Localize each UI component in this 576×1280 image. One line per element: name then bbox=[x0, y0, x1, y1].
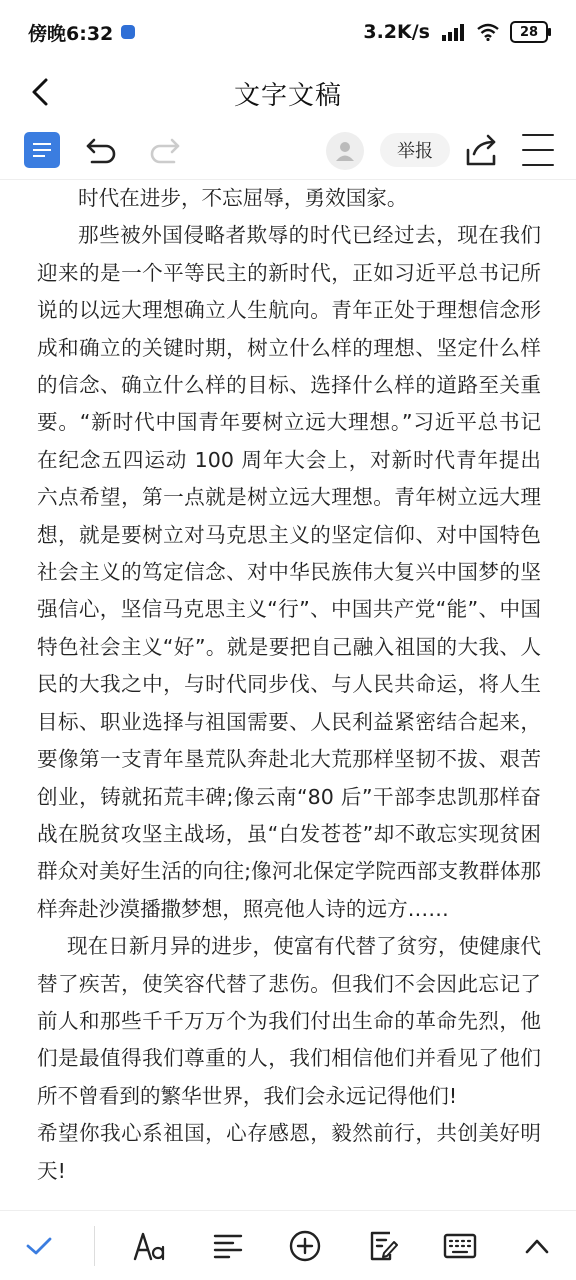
undo-button[interactable] bbox=[84, 132, 122, 170]
chevron-up-icon bbox=[524, 1237, 550, 1255]
report-button[interactable]: 举报 bbox=[380, 133, 450, 167]
done-button[interactable] bbox=[17, 1224, 61, 1268]
redo-icon bbox=[144, 132, 182, 170]
menu-icon[interactable] bbox=[522, 134, 554, 166]
status-left bbox=[28, 19, 135, 46]
status-bar bbox=[0, 0, 576, 64]
keyboard-icon bbox=[443, 1233, 477, 1259]
battery-icon: 28 bbox=[510, 21, 548, 43]
font-button[interactable] bbox=[128, 1224, 172, 1268]
signal-icon bbox=[440, 23, 466, 41]
title-bar bbox=[0, 64, 576, 122]
paragraph-4[interactable]: 希望你我心系祖国，心存感恩，毅然前行，共创美好明天! bbox=[37, 1121, 541, 1183]
keyboard-button[interactable] bbox=[438, 1224, 482, 1268]
back-button[interactable] bbox=[20, 72, 60, 112]
doc-icon[interactable] bbox=[24, 132, 60, 168]
network-speed: 3.2K/s bbox=[363, 21, 430, 43]
align-icon bbox=[213, 1233, 243, 1259]
collapse-button[interactable] bbox=[515, 1224, 559, 1268]
redo-button[interactable] bbox=[144, 132, 182, 170]
paragraph-3[interactable]: 现在日新月异的进步，使富有代替了贫穷，使健康代替了疾苦，使笑容代替了悲伤。但我们不会因此忘记了前人和那些千千万万个为我们付出生命的革命先烈，他们是最值得我们尊重的人，我们相信他们并看见了他们所不曾看到的繁华世界，我们会永远记得他们! bbox=[37, 934, 541, 1108]
bottom-toolbar bbox=[0, 1210, 576, 1280]
paragraph-1[interactable]: 时代在进步，不忘屈辱，勇效国家。 bbox=[78, 186, 408, 210]
font-icon bbox=[133, 1231, 167, 1261]
wifi-icon bbox=[476, 23, 500, 41]
share-icon bbox=[462, 130, 500, 170]
divider bbox=[94, 1226, 95, 1266]
document-body[interactable] bbox=[37, 180, 541, 1190]
status-time: 傍晚6:32 bbox=[28, 22, 114, 45]
insert-button[interactable] bbox=[283, 1224, 327, 1268]
editor-toolbar bbox=[0, 122, 576, 180]
status-right bbox=[363, 21, 548, 43]
avatar[interactable] bbox=[326, 132, 364, 170]
notification-icon bbox=[121, 25, 135, 39]
edit-icon bbox=[368, 1230, 398, 1262]
paragraph-2[interactable]: 那些被外国侵略者欺辱的时代已经过去，现在我们迎来的是一个平等民主的新时代，正如习近平总书记所说的以远大理想确立人生航向。青年正处于理想信念形成和确立的关键时期，树立什么样的理想、坚定什么样的信念、确立什么样的目标、选择什么样的道路至关重要。“新时代中国青年要树立远大理想。”习近平总书记在纪念五四运动 100 周年大会上，对新时代青年提出六点希望，第一点就是树立远大理想。青年树立远大理想，就是要树立对马克思主义的坚定信仰、对中国特色社会主义的笃定信念、对中华民族伟大复兴中国梦的坚强信心，坚信马克思主义“行”、中国共产党“能”、中国特色社会主义“好”。就是要把自己融入祖国的大我、人民的大我之中，与时代同步伐、与人民共命运，将人生目标、职业选择与祖国需要、人民利益紧密结合起来，要像第一支青年垦荒队奔赴北大荒那样坚韧不拔、艰苦创业，铸就拓荒丰碑;像云南“80 后”干部李忠凯那样奋战在脱贫攻坚主战场，虽“白发苍苍”却不敢忘实现贫困群众对美好生活的向往;像河北保定学院西部支教群体那样奔赴沙漠播撒梦想，照亮他人诗的远方…… bbox=[37, 223, 541, 921]
avatar-icon bbox=[334, 140, 356, 162]
undo-icon bbox=[84, 132, 122, 170]
add-icon bbox=[288, 1229, 322, 1263]
check-icon bbox=[25, 1235, 53, 1257]
page-title: 文字文稿 bbox=[233, 80, 342, 111]
back-icon bbox=[29, 77, 51, 107]
share-button[interactable] bbox=[462, 130, 500, 170]
align-button[interactable] bbox=[206, 1224, 250, 1268]
edit-button[interactable] bbox=[361, 1224, 405, 1268]
